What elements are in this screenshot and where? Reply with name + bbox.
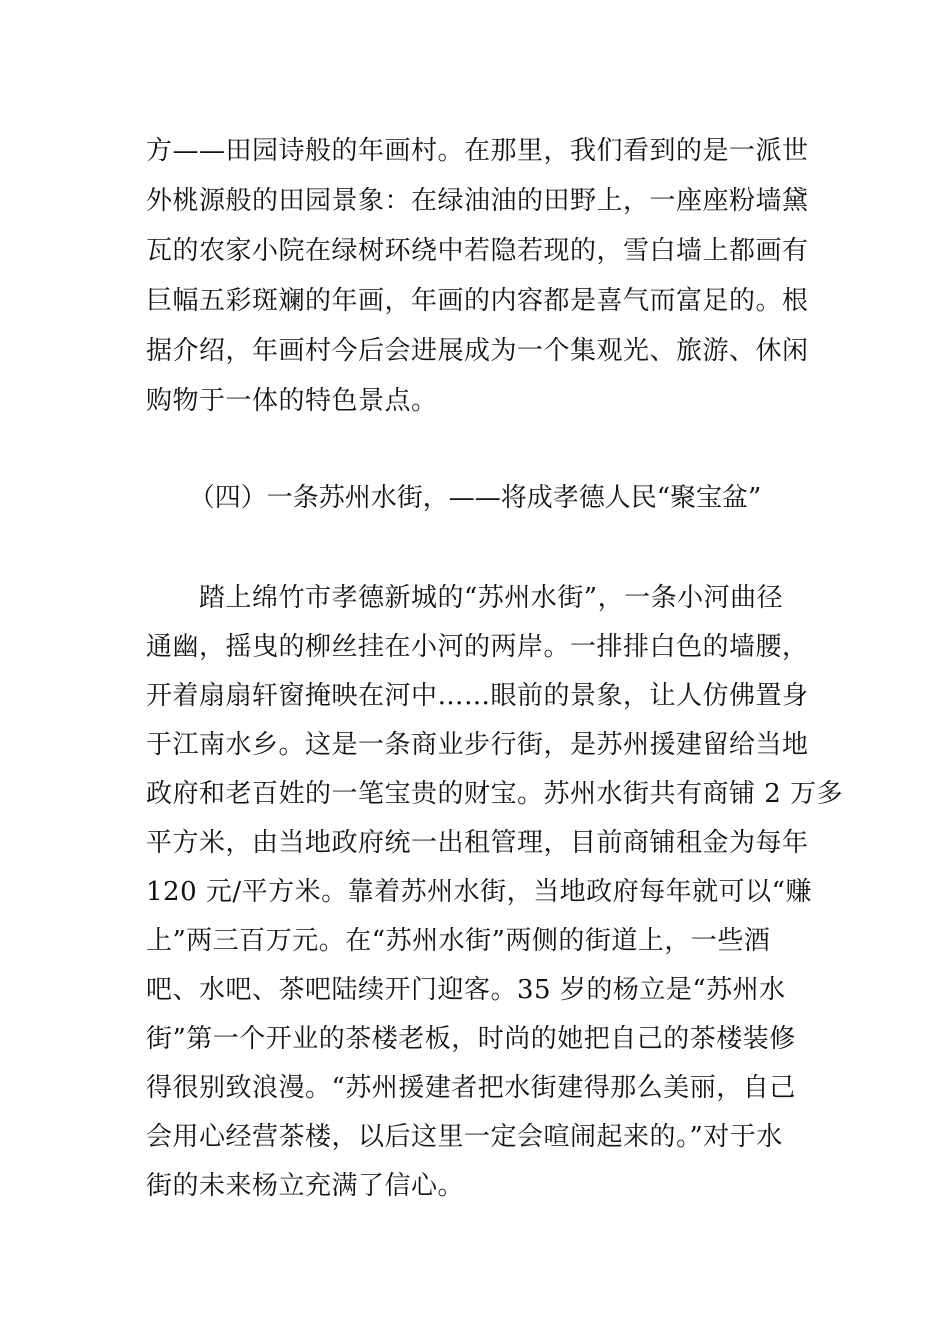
paragraph-line: 通幽，摇曳的柳丝挂在小河的两岸。一排排白色的墙腰， xyxy=(146,632,809,662)
paragraph-line: 平方米，由当地政府统一出租管理，目前商铺租金为每年 xyxy=(146,828,809,858)
paragraph-line: 会用心经营茶楼，以后这里一定会喧闹起来的。”对于水 xyxy=(146,1122,783,1152)
paragraph-line: 巨幅五彩斑斓的年画，年画的内容都是喜气而富足的。根 xyxy=(146,286,809,316)
paragraph-line: 120 元/平方米。靠着苏州水街，当地政府每年就可以“赚 xyxy=(146,877,812,907)
paragraph-line: 踏上绵竹市孝德新城的“苏州水街”，一条小河曲径 xyxy=(146,583,784,613)
section-heading: （四）一条苏州水街，——将成孝德人民“聚宝盆” xyxy=(188,483,762,513)
paragraph-line: 外桃源般的田园景象：在绿油油的田野上，一座座粉墙黛 xyxy=(146,186,809,216)
paragraph-line: 于江南水乡。这是一条商业步行街，是苏州援建留给当地 xyxy=(146,730,809,760)
paragraph-line: 政府和老百姓的一笔宝贵的财宝。苏州水街共有商铺 2 万多 xyxy=(146,779,844,809)
paragraph-line: 上”两三百万元。在“苏州水街”两侧的街道上，一些酒 xyxy=(146,926,771,956)
paragraph-line: 吧、水吧、茶吧陆续开门迎客。35 岁的杨立是“苏州水 xyxy=(146,975,786,1005)
paragraph-line: 得很别致浪漫。“苏州援建者把水街建得那么美丽，自己 xyxy=(146,1073,796,1103)
paragraph-line: 街”第一个开业的茶楼老板，时尚的她把自己的茶楼装修 xyxy=(146,1024,796,1054)
paragraph-line: 街的未来杨立充满了信心。 xyxy=(146,1171,465,1201)
paragraph-line: 方——田园诗般的年画村。在那里，我们看到的是一派世 xyxy=(146,136,809,166)
paragraph-line: 瓦的农家小院在绿树环绕中若隐若现的，雪白墙上都画有 xyxy=(146,236,809,266)
paragraph-line: 据介绍，年画村今后会进展成为一个集观光、旅游、休闲 xyxy=(146,336,809,366)
paragraph-line: 开着扇扇轩窗掩映在河中……眼前的景象，让人仿佛置身 xyxy=(146,681,809,711)
paragraph-line: 购物于一体的特色景点。 xyxy=(146,386,438,416)
